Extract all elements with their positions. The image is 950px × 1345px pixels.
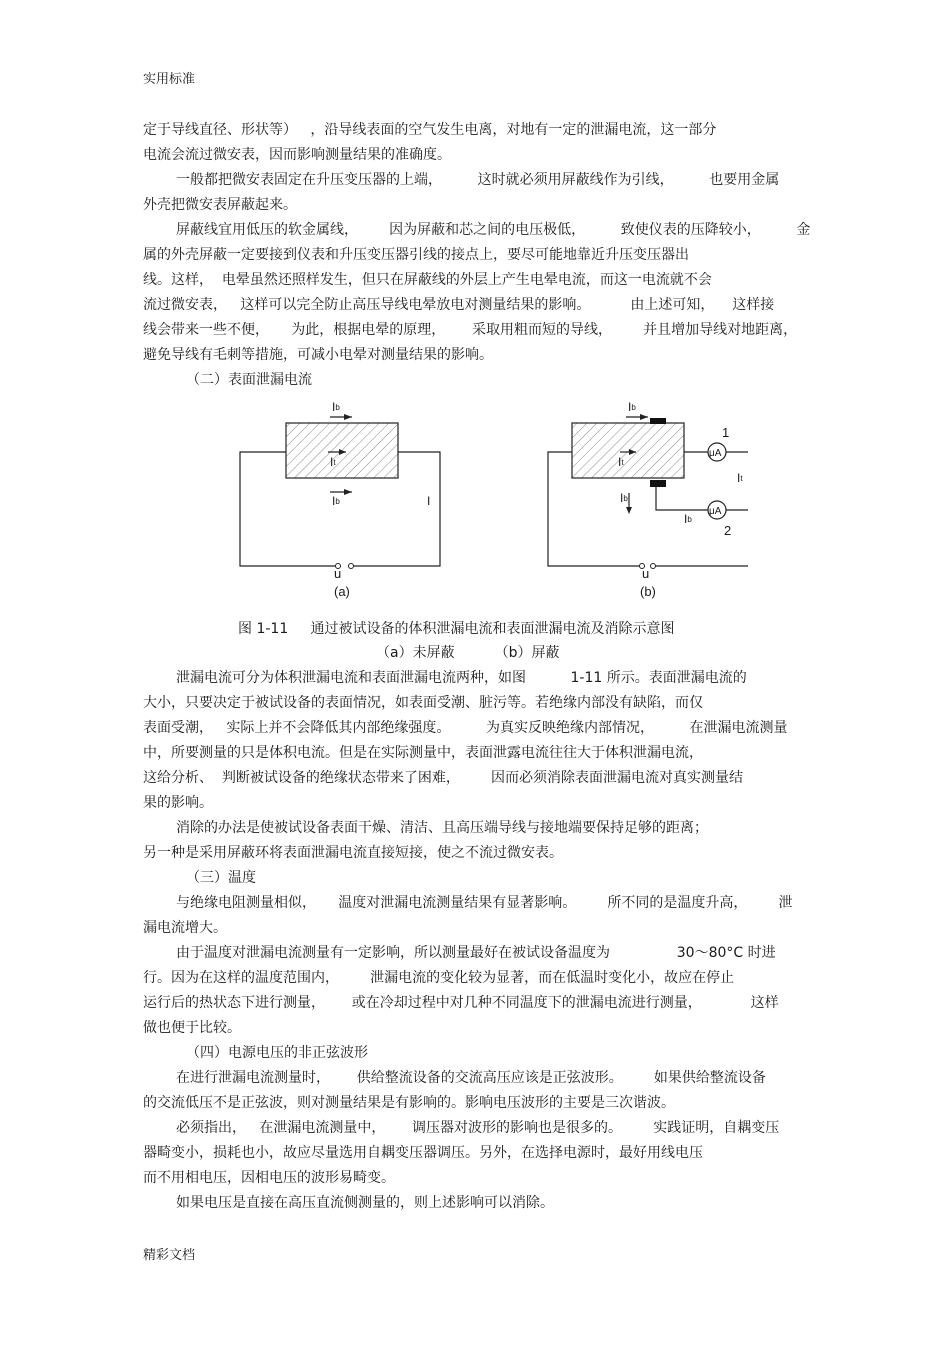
ib-top-arrowhead-b (640, 414, 648, 420)
body-line: 避免导线有毛刺等措施，可减小电晕对测量结果的影响。 (143, 347, 493, 363)
body-line: 泄漏电流可分为体积泄漏电流和表面泄漏电流两种，如图 1-11 所示。表面泄漏电流的 (176, 670, 747, 686)
guard-wire-to-meter2 (656, 487, 708, 510)
body-line: 表面受潮， 实际上并不会降低其内部绝缘强度。 为真实反映绝缘内部情况， 在泄漏电流测量 (143, 720, 788, 736)
body-line: 外壳把微安表屏蔽起来。 (143, 197, 297, 213)
body-line: 一般都把微安表固定在升压变压器的上端， 这时就必须用屏蔽线作为引线， 也要用金属 (176, 172, 780, 188)
ib-down-arrowhead-b (626, 507, 632, 514)
meter2-label: μA (709, 506, 722, 517)
ib-top-arrowhead-a (344, 414, 352, 420)
body-line: 运行后的热状态下进行测量， 或在冷却过程中对几种不同温度下的泄漏电流进行测量， 这样 (143, 995, 779, 1011)
section-heading: （二）表面泄漏电流 (186, 372, 312, 388)
guard-ring-bottom (650, 480, 666, 487)
figure-a (240, 400, 440, 599)
body-line: 线会带来一些不便， 为此，根据电晕的原理， 采取用粗而短的导线， 并且增加导线对地距离， (143, 322, 798, 338)
ib-top-label-b: Ib (628, 400, 636, 414)
body-line: 线。这样， 电晕虽然还照样发生，但只在屏蔽线的外层上产生电晕电流，而这一电流就不会 (143, 272, 712, 288)
it-label-b: It (618, 455, 624, 469)
u-label-a: u (334, 566, 342, 581)
body-line: 流过微安表， 这样可以完全防止高压导线电晕放电对测量结果的影响。 由上述可知， 这样接 (143, 297, 775, 313)
section-heading: （四）电源电压的非正弦波形 (186, 1045, 368, 1061)
body-line: 屏蔽线宜用低压的软金属线， 因为屏蔽和芯之间的电压极低， 致使仪表的压降较小， 金 (176, 222, 811, 238)
page-footer: 精彩文档 (143, 1248, 196, 1263)
i-label-a: I (427, 494, 431, 508)
body-line: 中，所要测量的只是体积电流。但是在实际测量中，表面泄露电流往往大于体积泄漏电流， (143, 745, 703, 761)
body-line: 大小，只要决定于被试设备的表面情况，如表面受潮、脏污等。若绝缘内部没有缺陷，而仅 (143, 695, 703, 711)
ib-bottom-arrowhead-a (344, 489, 352, 495)
terminal-b-right (651, 564, 656, 569)
figure-caption: 图 1-11 通过被试设备的体积泄漏电流和表面泄漏电流及消除示意图 (238, 621, 675, 637)
ib-down-label-b: Ib (620, 491, 628, 505)
body-line: 在进行泄漏电流测量时， 供给整流设备的交流高压应该是正弦波形。 如果供给整流设备 (176, 1070, 766, 1086)
test-specimen-b (572, 423, 684, 478)
body-line: 漏电流增大。 (143, 920, 227, 936)
meter1-number: 1 (722, 425, 730, 440)
figure-b-label: (b) (640, 584, 656, 599)
ib-bottom-label-a: Ib (332, 494, 340, 508)
u-label-b: u (642, 566, 650, 581)
it-label-a: It (330, 455, 336, 469)
it-right-label-b: It (737, 471, 743, 485)
figure-b (548, 400, 748, 599)
body-line: 必须指出， 在泄漏电流测量中， 调压器对波形的影响也是很多的。 实践证明，自耦变压 (176, 1120, 780, 1136)
body-line: 另一种是采用屏蔽环将表面泄漏电流直接短接，使之不流过微安表。 (143, 845, 563, 861)
ib-top-label-a: Ib (332, 400, 340, 414)
guard-ring-top (650, 418, 666, 424)
body-line: 果的影响。 (143, 795, 213, 811)
body-line: 定于导线直径、形状等） ，沿导线表面的空气发生电离，对地有一定的泄漏电流，这一部分 (143, 122, 717, 138)
body-line: 消除的办法是使被试设备表面干燥、清洁、且高压端导线与接地端要保持足够的距离； (176, 820, 708, 836)
body-line: 而不用相电压，因相电压的波形易畸变。 (143, 1170, 395, 1186)
body-line: 电流会流过微安表，因而影响测量结果的准确度。 (143, 147, 451, 163)
figure-a-label: (a) (334, 584, 350, 599)
meter1-label: μA (709, 448, 722, 459)
page-header: 实用标准 (143, 72, 196, 87)
body-line: 这给分析、 判断被试设备的绝缘状态带来了困难， 因而必须消除表面泄漏电流对真实测量结 (143, 770, 744, 786)
section-heading: （三）温度 (186, 870, 256, 886)
leakage-current-diagram (0, 0, 950, 620)
meter2-number: 2 (724, 523, 732, 538)
body-line: 做也便于比较。 (143, 1020, 241, 1036)
body-line: 与绝缘电阻测量相似， 温度对泄漏电流测量结果有显著影响。 所不同的是温度升高， 泄 (176, 895, 793, 911)
body-line: 属的外壳屏蔽一定要接到仪表和升压变压器引线的接点上，要尽可能地靠近升压变压器出 (143, 247, 689, 263)
figure-subcaption: （a）未屏蔽 （b）屏蔽 (376, 645, 560, 661)
body-line: 如果电压是直接在高压直流侧测量的，则上述影响可以消除。 (176, 1195, 554, 1211)
body-line: 的交流低压不是正弦波，则对测量结果是有影响的。影响电压波形的主要是三次谐波。 (143, 1095, 675, 1111)
body-line: 由于温度对泄漏电流测量有一定影响，所以测量最好在被试设备温度为 30～80°C 时进 (176, 945, 776, 961)
body-line: 器畸变小，损耗也小，故应尽量选用自耦变压器调压。另外，在选择电源时，最好用线电压 (143, 1145, 703, 1161)
body-line: 行。因为在这样的温度范围内， 泄漏电流的变化较为显著，而在低温时变化小，故应在停止 (143, 970, 735, 986)
terminal-a-right (349, 564, 354, 569)
ib-right-label-b: Ib (684, 512, 692, 526)
